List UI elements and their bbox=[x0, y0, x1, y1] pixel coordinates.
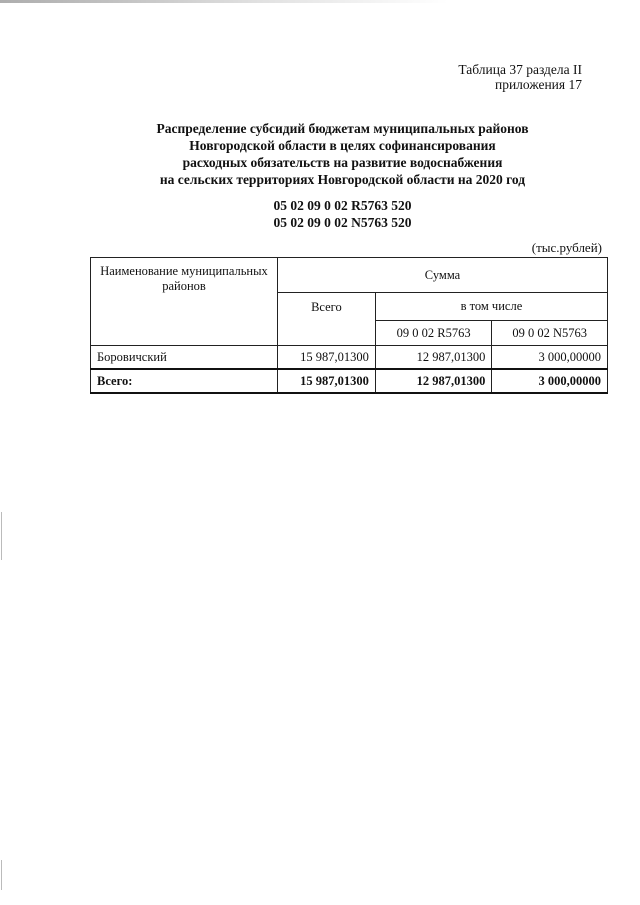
table-reference-line: Таблица 37 раздела II bbox=[458, 62, 582, 77]
cell-r5763: 12 987,01300 bbox=[375, 346, 492, 370]
budget-code-line: 05 02 09 0 02 N5763 520 bbox=[273, 215, 412, 230]
title-line: Распределение субсидий бюджетам муниципальных районов bbox=[156, 121, 529, 136]
scan-edge-artifact bbox=[1, 860, 2, 890]
table-reference bbox=[458, 62, 582, 92]
table-totals-row bbox=[91, 369, 608, 393]
cell-n5763: 3 000,00000 bbox=[492, 346, 608, 370]
header-name: Наименование муниципальных районов bbox=[91, 258, 278, 346]
header-sum: Сумма bbox=[278, 258, 608, 293]
unit-label: (тыс.рублей) bbox=[531, 240, 602, 255]
title-line: на сельских территориях Новгородской области на 2020 год bbox=[159, 172, 526, 187]
document-title bbox=[70, 120, 615, 188]
cell-totals-label: Всего: bbox=[91, 369, 278, 393]
title-line: Новгородской области в целях софинансирования bbox=[189, 138, 496, 153]
scan-edge-artifact bbox=[1, 512, 2, 560]
header-code-n5763: 09 0 02 N5763 bbox=[492, 321, 608, 346]
appendix-reference-line: приложения 17 bbox=[494, 77, 582, 92]
scan-edge-artifact bbox=[0, 0, 640, 3]
budget-codes bbox=[70, 197, 615, 231]
title-line: расходных обязательств на развитие водоснабжения bbox=[182, 155, 503, 170]
header-total: Всего bbox=[278, 293, 376, 346]
cell-total: 15 987,01300 bbox=[278, 346, 376, 370]
table-row bbox=[91, 346, 608, 370]
budget-code-line: 05 02 09 0 02 R5763 520 bbox=[273, 198, 412, 213]
header-including: в том числе bbox=[375, 293, 607, 321]
cell-district: Боровичский bbox=[91, 346, 278, 370]
cell-totals-total: 15 987,01300 bbox=[278, 369, 376, 393]
cell-totals-r5763: 12 987,01300 bbox=[375, 369, 492, 393]
subsidy-table bbox=[90, 257, 608, 394]
cell-totals-n5763: 3 000,00000 bbox=[492, 369, 608, 393]
header-code-r5763: 09 0 02 R5763 bbox=[375, 321, 492, 346]
table-header-row bbox=[91, 258, 608, 293]
